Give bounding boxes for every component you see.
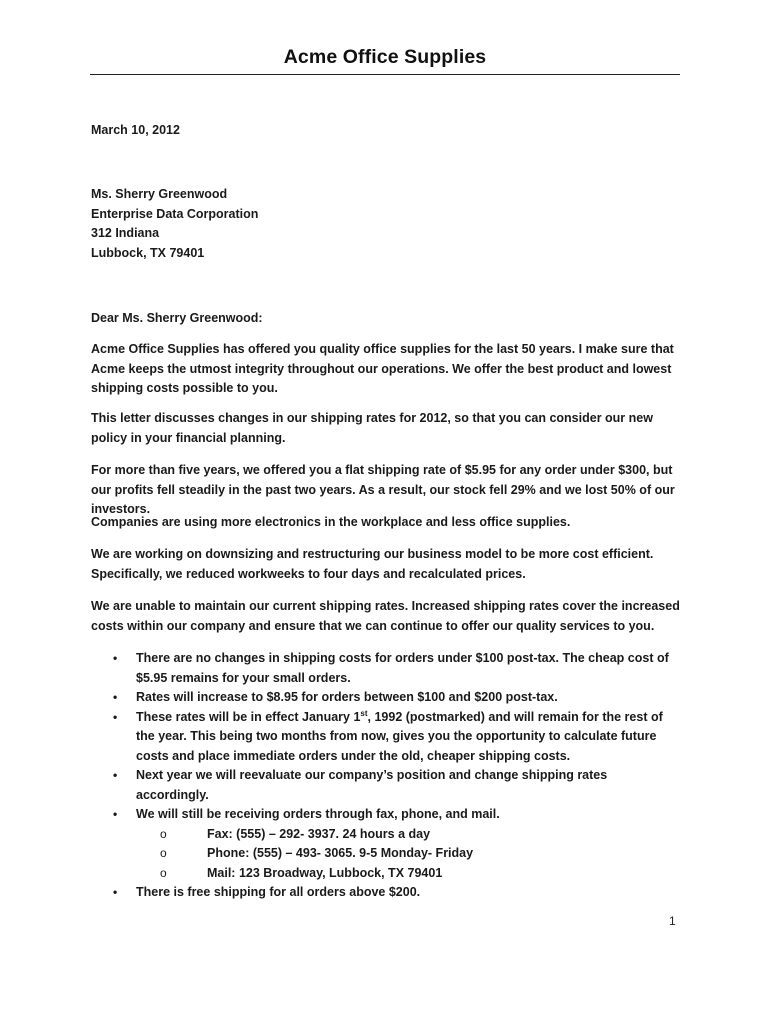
list-item-text: There are no changes in shipping costs for orders under $100 post-tax. The cheap cost of $5.95 remains for your small orders. xyxy=(136,651,669,685)
recipient-city: Lubbock, TX 79401 xyxy=(91,245,205,260)
list-item-text: Next year we will reevaluate our company’s position and change shipping rates accordingly. xyxy=(136,768,608,802)
paragraph: For more than five years, we offered you a flat shipping rate of $5.95 for any order under $300, but our profits fell steadily in the past two years. As a result, our stock fell 29% and we lost 50% of our investors. xyxy=(91,463,675,516)
list-item-text: We will still be receiving orders through fax, phone, and mail. xyxy=(136,807,500,821)
bullet-list xyxy=(91,649,681,903)
sub-list-item-text: Mail: 123 Broadway, Lubbock, TX 79401 xyxy=(207,865,443,880)
list-item xyxy=(91,883,681,903)
hollow-bullet-icon: o xyxy=(160,865,167,880)
list-item-text xyxy=(136,710,663,763)
sub-list-item xyxy=(91,864,681,884)
recipient-name: Ms. Sherry Greenwood xyxy=(91,187,228,201)
ordinal-suffix: st xyxy=(360,708,368,718)
paragraph: We are unable to maintain our current shipping rates. Increased shipping rates cover the increased costs within our company and ensure that we can continue to offer our quality services to you. xyxy=(91,599,680,633)
list-item-text-end: , 1992 (postmarked) and will remain for the rest of the year. This being two months from now, gives you the opportunity to calculate future costs and place immediate orders under the old, cheaper shipping costs. xyxy=(136,709,663,763)
page-number: 1 xyxy=(669,914,676,928)
bullet-icon: • xyxy=(113,709,118,724)
document-title: Acme Office Supplies xyxy=(283,46,487,68)
sub-list-item-text: Phone: (555) – 493- 3065. 9-5 Monday- Friday xyxy=(207,846,474,860)
paragraph: Acme Office Supplies has offered you quality office supplies for the last 50 years. I make sure that Acme keeps the utmost integrity throughout our operations. We offer the best product and lowest shipping costs possible to you. xyxy=(91,342,674,395)
sub-list-item xyxy=(91,825,681,845)
recipient-address xyxy=(91,185,681,263)
list-item xyxy=(91,766,681,805)
letter-date: March 10, 2012 xyxy=(91,123,180,137)
title-underline xyxy=(90,74,680,75)
recipient-street: 312 Indiana xyxy=(91,226,160,240)
recipient-company: Enterprise Data Corporation xyxy=(91,206,259,221)
salutation: Dear Ms. Sherry Greenwood: xyxy=(91,311,263,325)
bullet-icon: • xyxy=(113,807,118,821)
list-item-text: Rates will increase to $8.95 for orders between $100 and $200 post-tax. xyxy=(136,690,558,704)
bullet-icon: • xyxy=(113,885,118,899)
paragraph: This letter discusses changes in our shipping rates for 2012, so that you can consider our new policy in your financial planning. xyxy=(91,411,653,445)
bullet-icon: • xyxy=(113,651,118,665)
paragraph: Companies are using more electronics in the workplace and less office supplies. xyxy=(91,515,571,529)
list-item-text-start: These rates will be in effect January 1 xyxy=(136,709,361,724)
bullet-icon: • xyxy=(113,768,118,782)
bullet-icon: • xyxy=(113,690,118,704)
sub-list-item xyxy=(91,844,681,864)
hollow-bullet-icon: o xyxy=(160,846,167,860)
sub-list-item-text: Fax: (555) – 292- 3937. 24 hours a day xyxy=(207,826,431,841)
list-item xyxy=(91,688,681,708)
list-item xyxy=(91,805,681,825)
list-item xyxy=(91,708,681,767)
list-item xyxy=(91,649,681,688)
hollow-bullet-icon: o xyxy=(160,826,167,841)
paragraph: We are working on downsizing and restructuring our business model to be more cost efficient. Specifically, we reduced workweeks to four days and recalculated prices. xyxy=(91,547,654,581)
list-item-text: There is free shipping for all orders above $200. xyxy=(136,885,421,899)
